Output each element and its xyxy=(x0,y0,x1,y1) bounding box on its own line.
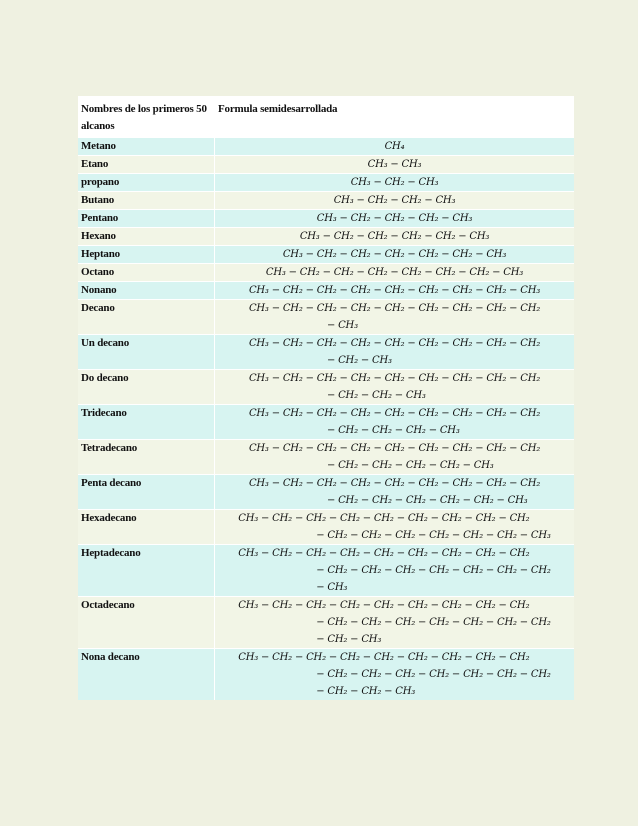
alkane-formula xyxy=(215,649,575,701)
alkane-name: Metano xyxy=(78,138,215,156)
alkane-formula xyxy=(215,545,575,597)
alkane-formula xyxy=(215,510,575,545)
alkane-name: Nona decano xyxy=(78,649,215,701)
formula-line: CH₃ − CH₂ − CH₂ − CH₂ − CH₂ − CH₂ − CH₂ − CH₂ − CH₂ xyxy=(238,548,530,559)
formula-line: − CH₂ − CH₃ xyxy=(326,355,392,366)
formula-block xyxy=(368,156,422,173)
table-row xyxy=(78,649,574,701)
formula-block xyxy=(300,228,489,245)
formula-block xyxy=(334,192,456,209)
alkane-formula xyxy=(215,597,575,649)
header-formula: Formula semidesarrollada xyxy=(215,97,575,138)
alkane-formula xyxy=(215,370,575,405)
formula-line: − CH₂ − CH₂ − CH₂ − CH₂ − CH₂ − CH₂ − CH₂ xyxy=(316,669,551,680)
alkane-name: Octano xyxy=(78,264,215,282)
formula-line: CH₃ − CH₂ − CH₂ − CH₂ − CH₂ − CH₂ − CH₂ − CH₃ xyxy=(265,267,524,278)
formula-block xyxy=(249,370,540,404)
alkane-formula xyxy=(215,210,575,228)
alkane-name: Octadecano xyxy=(78,597,215,649)
table-row xyxy=(78,597,574,649)
alkane-name: Tetradecano xyxy=(78,440,215,475)
alkane-name: Nonano xyxy=(78,282,215,300)
table-row xyxy=(78,192,574,210)
formula-block xyxy=(249,300,540,334)
table-row xyxy=(78,475,574,510)
formula-line: − CH₃ xyxy=(316,582,348,593)
alkane-name: Butano xyxy=(78,192,215,210)
formula-line: CH₃ − CH₂ − CH₂ − CH₂ − CH₂ − CH₂ − CH₂ − CH₂ − CH₂ xyxy=(248,478,541,489)
table-row xyxy=(78,156,574,174)
formula-line: CH₄ xyxy=(384,141,405,152)
alkane-name: Pentano xyxy=(78,210,215,228)
formula-block xyxy=(266,264,523,281)
alkane-name: propano xyxy=(78,174,215,192)
formula-block xyxy=(249,475,540,509)
table-row xyxy=(78,282,574,300)
alkane-formula xyxy=(215,282,575,300)
formula-line: CH₃ − CH₂ − CH₂ − CH₂ − CH₂ − CH₂ − CH₂ − CH₂ − CH₃ xyxy=(248,285,541,296)
formula-line: CH₃ − CH₂ − CH₂ − CH₂ − CH₂ − CH₂ − CH₂ − CH₂ − CH₂ xyxy=(238,652,530,663)
formula-block xyxy=(249,405,540,439)
table-row xyxy=(78,370,574,405)
alkane-name: Un decano xyxy=(78,335,215,370)
table-row xyxy=(78,264,574,282)
alkane-formula xyxy=(215,405,575,440)
alkane-formula xyxy=(215,440,575,475)
formula-line: CH₃ − CH₂ − CH₂ − CH₂ − CH₂ − CH₂ − CH₂ − CH₂ − CH₂ xyxy=(248,408,541,419)
formula-line: − CH₂ − CH₂ − CH₂ − CH₂ − CH₃ xyxy=(326,460,494,471)
table-row xyxy=(78,440,574,475)
formula-line: CH₃ − CH₂ − CH₂ − CH₃ xyxy=(333,195,456,206)
alkane-name: Etano xyxy=(78,156,215,174)
table-row xyxy=(78,174,574,192)
alkane-formula xyxy=(215,264,575,282)
alkane-name: Decano xyxy=(78,300,215,335)
table-row xyxy=(78,246,574,264)
formula-line: − CH₂ − CH₂ − CH₂ − CH₂ − CH₂ − CH₃ xyxy=(326,495,528,506)
table-row xyxy=(78,300,574,335)
formula-block xyxy=(249,282,540,299)
formula-line: CH₃ − CH₂ − CH₂ − CH₂ − CH₂ − CH₂ − CH₂ − CH₂ − CH₂ xyxy=(248,443,541,454)
formula-line: CH₃ − CH₂ − CH₃ xyxy=(350,177,439,188)
formula-line: CH₃ − CH₃ xyxy=(367,159,422,170)
formula-line: − CH₂ − CH₃ xyxy=(316,634,382,645)
alkane-formula xyxy=(215,475,575,510)
alkane-formula xyxy=(215,174,575,192)
table-row xyxy=(78,210,574,228)
table-row xyxy=(78,228,574,246)
formula-block xyxy=(238,649,550,700)
formula-line: CH₃ − CH₂ − CH₂ − CH₂ − CH₂ − CH₂ − CH₂ − CH₂ − CH₂ xyxy=(248,303,541,314)
formula-line: − CH₂ − CH₂ − CH₂ − CH₃ xyxy=(326,425,460,436)
alkane-formula xyxy=(215,246,575,264)
alkane-formula xyxy=(215,335,575,370)
alkane-name: Penta decano xyxy=(78,475,215,510)
formula-line: CH₃ − CH₂ − CH₂ − CH₂ − CH₂ − CH₂ − CH₂ − CH₂ − CH₂ xyxy=(248,373,541,384)
formula-line: − CH₂ − CH₂ − CH₂ − CH₂ − CH₂ − CH₂ − CH₂ xyxy=(316,617,551,628)
formula-line: − CH₂ − CH₂ − CH₃ xyxy=(316,686,416,697)
formula-line: CH₃ − CH₂ − CH₂ − CH₂ − CH₃ xyxy=(316,213,473,224)
formula-line: − CH₃ xyxy=(326,320,358,331)
alkane-formula xyxy=(215,300,575,335)
alkanes-table xyxy=(78,96,574,700)
header-name: Nombres de los primeros 50 alcanos xyxy=(78,97,215,138)
formula-block xyxy=(249,440,540,474)
formula-line: CH₃ − CH₂ − CH₂ − CH₂ − CH₂ − CH₂ − CH₂ − CH₂ − CH₂ xyxy=(248,338,541,349)
formula-block xyxy=(351,174,439,191)
alkane-name: Do decano xyxy=(78,370,215,405)
formula-line: CH₃ − CH₂ − CH₂ − CH₂ − CH₂ − CH₂ − CH₂ − CH₂ − CH₂ xyxy=(238,513,530,524)
alkane-formula xyxy=(215,228,575,246)
formula-block xyxy=(238,597,550,648)
formula-line: − CH₂ − CH₂ − CH₂ − CH₂ − CH₂ − CH₂ − CH₃ xyxy=(316,530,551,541)
formula-block xyxy=(317,210,472,227)
alkane-name: Heptadecano xyxy=(78,545,215,597)
formula-block xyxy=(238,510,550,544)
table-row xyxy=(78,510,574,545)
alkane-name: Hexadecano xyxy=(78,510,215,545)
table-body xyxy=(78,138,574,701)
alkane-formula xyxy=(215,156,575,174)
formula-line: CH₃ − CH₂ − CH₂ − CH₂ − CH₂ − CH₂ − CH₃ xyxy=(282,249,507,260)
alkane-formula xyxy=(215,138,575,156)
table-row xyxy=(78,405,574,440)
alkane-name: Tridecano xyxy=(78,405,215,440)
formula-block xyxy=(283,246,506,263)
formula-block xyxy=(249,335,540,369)
header-row xyxy=(78,97,574,138)
formula-block xyxy=(385,138,405,155)
formula-line: CH₃ − CH₂ − CH₂ − CH₂ − CH₂ − CH₂ − CH₂ − CH₂ − CH₂ xyxy=(238,600,530,611)
table-row xyxy=(78,138,574,156)
formula-block xyxy=(238,545,550,596)
table-row xyxy=(78,335,574,370)
alkane-name: Hexano xyxy=(78,228,215,246)
alkane-name: Heptano xyxy=(78,246,215,264)
formula-line: − CH₂ − CH₂ − CH₂ − CH₂ − CH₂ − CH₂ − CH₂ xyxy=(316,565,551,576)
formula-line: CH₃ − CH₂ − CH₂ − CH₂ − CH₂ − CH₃ xyxy=(299,231,490,242)
alkane-formula xyxy=(215,192,575,210)
table-row xyxy=(78,545,574,597)
formula-line: − CH₂ − CH₂ − CH₃ xyxy=(326,390,426,401)
